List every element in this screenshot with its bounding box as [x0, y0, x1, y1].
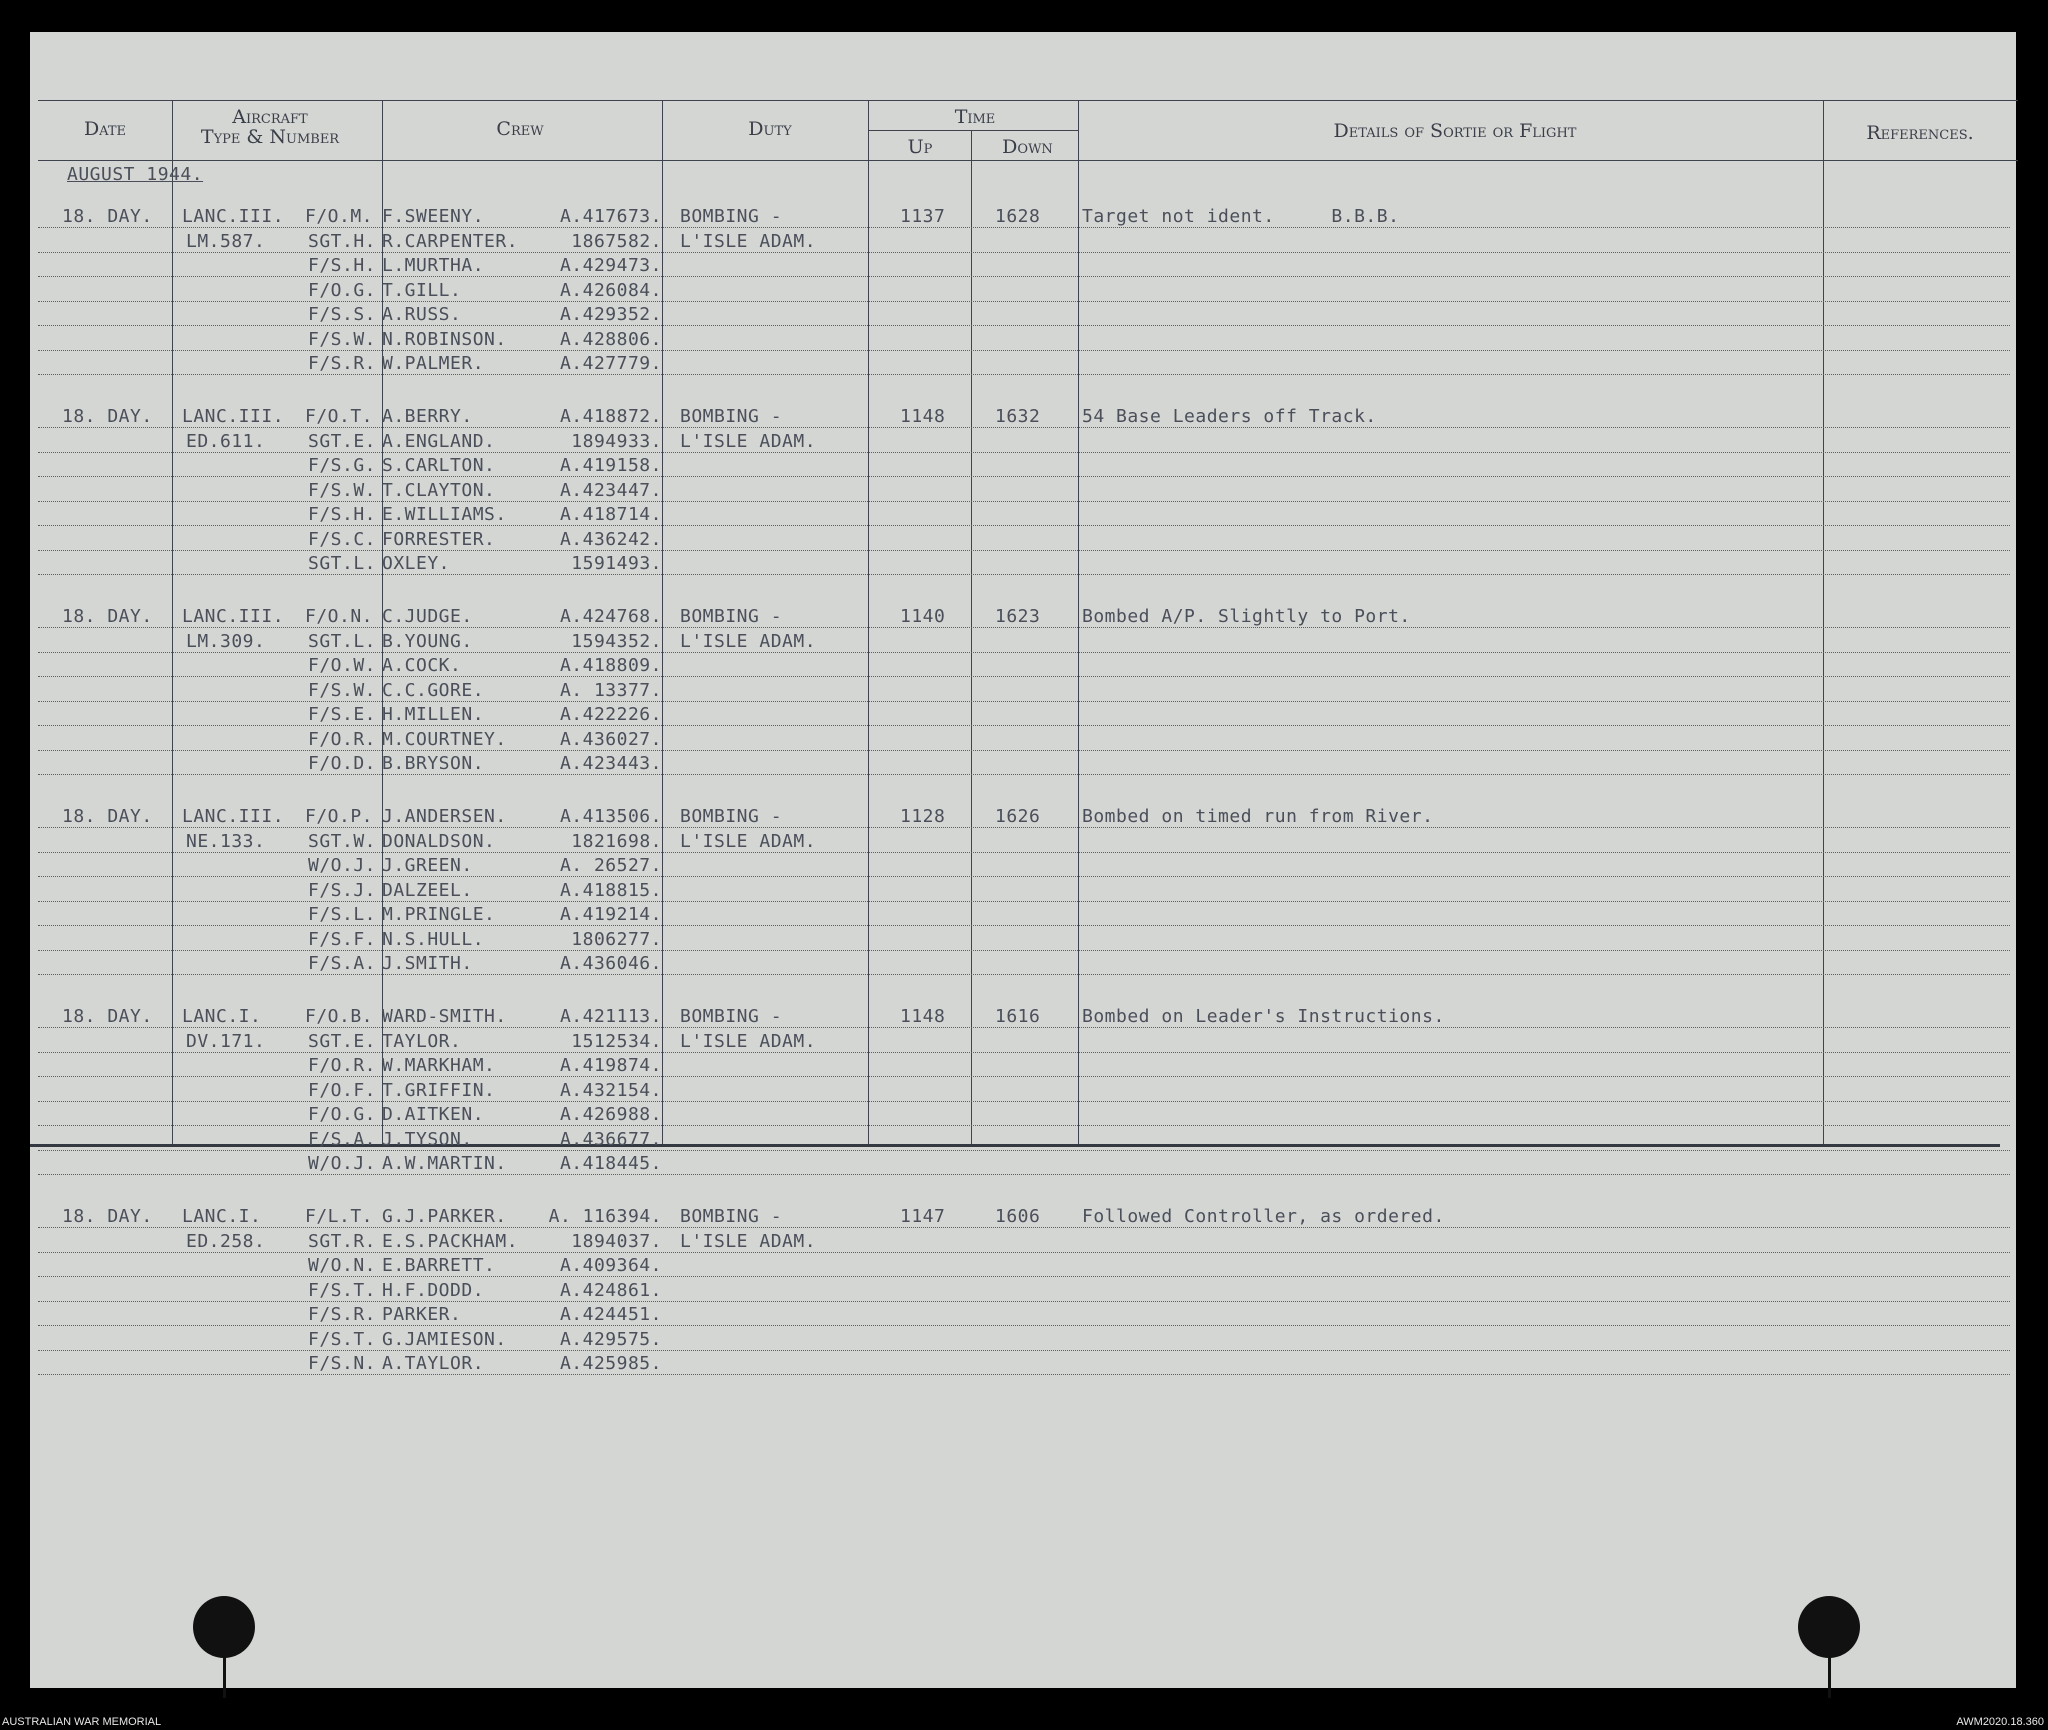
- crew-rank: F/O.F.: [308, 1079, 377, 1101]
- guide-line: [38, 1027, 2010, 1028]
- crew-rank: SGT.W.: [308, 830, 377, 852]
- crew-rank: F/S.C.: [308, 528, 377, 550]
- aircraft-type: LANC.III.: [182, 606, 285, 627]
- crew-rank: F/S.J.: [308, 879, 377, 901]
- aircraft-type: LANC.III.: [182, 406, 285, 427]
- crew-service-number: 1867582.: [571, 230, 662, 252]
- guide-line: [38, 1174, 2010, 1175]
- crew-name: G.JAMIESON.: [382, 1328, 507, 1350]
- crew-service-number: A.425985.: [559, 1353, 662, 1374]
- duty-line2: L'ISLE ADAM.: [680, 1230, 817, 1252]
- record-sheet: [30, 32, 2016, 1688]
- crew-service-number: A.424768.: [559, 606, 662, 627]
- crew-name: DONALDSON.: [382, 830, 496, 852]
- crew-rank: F/S.T.: [308, 1279, 377, 1301]
- crew-name: A.COCK.: [382, 655, 462, 676]
- crew-service-number: A.423443.: [559, 753, 662, 774]
- guide-line: [38, 525, 2010, 526]
- crew-name: T.GRIFFIN.: [382, 1079, 496, 1101]
- aircraft-number: DV.171.: [186, 1030, 266, 1052]
- header-duty: Duty: [748, 118, 792, 140]
- guide-line: [38, 1101, 2010, 1102]
- duty-line1: BOMBING -: [680, 406, 783, 427]
- guide-line: [38, 1125, 2010, 1126]
- crew-service-number: A.422226.: [559, 704, 662, 725]
- crew-name: TAYLOR.: [382, 1030, 462, 1052]
- crew-name: H.MILLEN.: [382, 704, 485, 725]
- guide-line: [38, 974, 2010, 975]
- crew-name: W.PALMER.: [382, 353, 485, 374]
- time-up: 1147: [900, 1206, 946, 1227]
- crew-service-number: A.421113.: [559, 1006, 662, 1027]
- crew-rank: F/S.T.: [308, 1328, 377, 1350]
- crew-service-number: 1594352.: [571, 630, 662, 652]
- header-details: Details of Sortie or Flight: [1333, 120, 1577, 142]
- month-label: AUGUST 1944.: [67, 164, 204, 185]
- crew-service-number: A.419214.: [559, 904, 662, 925]
- sortie-date: 18. DAY.: [62, 1206, 153, 1227]
- guide-line: [38, 774, 2010, 775]
- col-rule-duty: [868, 100, 869, 1144]
- crew-name: E.S.PACKHAM.: [382, 1230, 519, 1252]
- crew-rank: F/O.G.: [308, 1104, 377, 1125]
- crew-rank: F/O.B.: [305, 1006, 374, 1027]
- footer-accession: AWM2020.18.360: [1956, 1716, 2044, 1728]
- guide-line: [38, 876, 2010, 877]
- crew-rank: F/S.L.: [308, 904, 377, 925]
- crew-service-number: A.429352.: [559, 304, 662, 325]
- crew-name: G.J.PARKER.: [382, 1206, 507, 1227]
- crew-rank: F/S.E.: [308, 704, 377, 725]
- sortie-date: 18. DAY.: [62, 806, 153, 827]
- guide-line: [38, 676, 2010, 677]
- crew-name: T.GILL.: [382, 279, 462, 301]
- crew-service-number: A.436242.: [559, 528, 662, 550]
- time-split-rule: [868, 130, 1078, 131]
- guide-line: [38, 1301, 2010, 1302]
- crew-name: A.RUSS.: [382, 304, 462, 325]
- guide-line: [38, 1252, 2010, 1253]
- crew-name: C.C.GORE.: [382, 679, 485, 701]
- header-aircraft-line2: Type & Number: [200, 126, 340, 148]
- crew-name: L.MURTHA.: [382, 255, 485, 276]
- sortie-details: Target not ident. B.B.B.: [1082, 206, 1400, 227]
- duty-line2: L'ISLE ADAM.: [680, 630, 817, 652]
- crew-service-number: A.424861.: [559, 1279, 662, 1301]
- crew-rank: W/O.J.: [308, 855, 377, 876]
- sortie-details: Bombed on Leader's Instructions.: [1082, 1006, 1445, 1027]
- guide-line: [38, 750, 2010, 751]
- crew-service-number: A.429473.: [559, 255, 662, 276]
- duty-line2: L'ISLE ADAM.: [680, 230, 817, 252]
- guide-line: [38, 1150, 2010, 1151]
- header-time: Time: [954, 106, 996, 128]
- crew-rank: F/S.R.: [308, 353, 377, 374]
- crew-name: W.MARKHAM.: [382, 1055, 496, 1076]
- crew-name: E.WILLIAMS.: [382, 504, 507, 525]
- crew-name: H.F.DODD.: [382, 1279, 485, 1301]
- crew-service-number: A.418714.: [559, 504, 662, 525]
- time-down: 1606: [995, 1206, 1041, 1227]
- time-down: 1626: [995, 806, 1041, 827]
- footer-credit: AUSTRALIAN WAR MEMORIAL: [2, 1716, 162, 1728]
- crew-rank: SGT.L.: [308, 553, 377, 574]
- aircraft-type: LANC.I.: [182, 1006, 262, 1027]
- aircraft-number: LM.309.: [186, 630, 266, 652]
- crew-rank: F/O.P.: [305, 806, 374, 827]
- col-rule-date: [172, 100, 173, 1144]
- guide-line: [38, 350, 2010, 351]
- crew-name: D.AITKEN.: [382, 1104, 485, 1125]
- crew-rank: F/O.N.: [305, 606, 374, 627]
- time-up: 1140: [900, 606, 946, 627]
- crew-rank: F/O.T.: [305, 406, 374, 427]
- guide-line: [38, 252, 2010, 253]
- crew-service-number: A.418815.: [559, 879, 662, 901]
- crew-service-number: A.436046.: [559, 953, 662, 974]
- binder-hole-right-tail: [1828, 1628, 1831, 1698]
- crew-service-number: A.436027.: [559, 728, 662, 750]
- header-top-rule: [38, 100, 2018, 101]
- header-date: Date: [83, 118, 127, 140]
- header-time-down: Down: [1002, 136, 1053, 158]
- aircraft-number: ED.258.: [186, 1230, 266, 1252]
- duty-line1: BOMBING -: [680, 806, 783, 827]
- duty-line2: L'ISLE ADAM.: [680, 430, 817, 452]
- col-rule-details: [1823, 100, 1824, 1144]
- crew-name: A.ENGLAND.: [382, 430, 496, 452]
- guide-line: [38, 701, 2010, 702]
- time-up: 1128: [900, 806, 946, 827]
- crew-service-number: 1821698.: [571, 830, 662, 852]
- crew-name: T.CLAYTON.: [382, 479, 496, 501]
- sortie-details: Followed Controller, as ordered.: [1082, 1206, 1445, 1227]
- sortie-date: 18. DAY.: [62, 606, 153, 627]
- crew-rank: F/S.A.: [308, 1128, 377, 1150]
- aircraft-type: LANC.I.: [182, 1206, 262, 1227]
- aircraft-type: LANC.III.: [182, 806, 285, 827]
- crew-service-number: 1591493.: [571, 553, 662, 574]
- duty-line2: L'ISLE ADAM.: [680, 1030, 817, 1052]
- crew-service-number: A.409364.: [559, 1255, 662, 1276]
- crew-service-number: A.428806.: [559, 328, 662, 350]
- guide-line: [38, 427, 2010, 428]
- crew-rank: F/S.F.: [308, 928, 377, 950]
- guide-line: [38, 827, 2010, 828]
- duty-line1: BOMBING -: [680, 1206, 783, 1227]
- crew-rank: F/S.W.: [308, 479, 377, 501]
- time-up: 1137: [900, 206, 946, 227]
- crew-rank: F/O.D.: [308, 753, 377, 774]
- time-down: 1632: [995, 406, 1041, 427]
- crew-service-number: A.417673.: [559, 206, 662, 227]
- guide-line: [38, 501, 2010, 502]
- crew-service-number: A.418445.: [559, 1153, 662, 1174]
- crew-name: OXLEY.: [382, 553, 451, 574]
- sortie-date: 18. DAY.: [62, 206, 153, 227]
- header-bottom-rule: [38, 160, 2018, 161]
- header-time-up: Up: [907, 136, 933, 158]
- crew-name: A.BERRY.: [382, 406, 473, 427]
- guide-line: [38, 852, 2010, 853]
- crew-rank: SGT.L.: [308, 630, 377, 652]
- guide-line: [38, 627, 2010, 628]
- time-down: 1623: [995, 606, 1041, 627]
- crew-rank: F/O.G.: [308, 279, 377, 301]
- crew-name: J.GREEN.: [382, 855, 473, 876]
- crew-name: F.SWEENY.: [382, 206, 485, 227]
- crew-name: B.BRYSON.: [382, 753, 485, 774]
- duty-line2: L'ISLE ADAM.: [680, 830, 817, 852]
- aircraft-number: NE.133.: [186, 830, 266, 852]
- time-up: 1148: [900, 1006, 946, 1027]
- header-references: References.: [1866, 122, 1974, 144]
- time-down: 1616: [995, 1006, 1041, 1027]
- crew-name: N.ROBINSON.: [382, 328, 507, 350]
- time-down: 1628: [995, 206, 1041, 227]
- guide-line: [38, 950, 2010, 951]
- crew-service-number: A. 26527.: [559, 855, 662, 876]
- guide-line: [38, 1227, 2010, 1228]
- guide-line: [38, 1374, 2010, 1375]
- guide-line: [38, 1325, 2010, 1326]
- crew-name: J.SMITH.: [382, 953, 473, 974]
- sortie-details: 54 Base Leaders off Track.: [1082, 406, 1377, 427]
- crew-name: A.TAYLOR.: [382, 1353, 485, 1374]
- guide-line: [38, 901, 2010, 902]
- crew-rank: SGT.R.: [308, 1230, 377, 1252]
- crew-name: J.ANDERSEN.: [382, 806, 507, 827]
- crew-rank: SGT.H.: [308, 230, 377, 252]
- crew-rank: W/O.N.: [308, 1255, 377, 1276]
- guide-line: [38, 574, 2010, 575]
- crew-service-number: A.419874.: [559, 1055, 662, 1076]
- guide-line: [38, 925, 2010, 926]
- sortie-details: Bombed A/P. Slightly to Port.: [1082, 606, 1411, 627]
- crew-name: WARD-SMITH.: [382, 1006, 507, 1027]
- crew-service-number: A.436677.: [559, 1128, 662, 1150]
- crew-name: N.S.HULL.: [382, 928, 485, 950]
- crew-name: J.TYSON.: [382, 1128, 473, 1150]
- crew-service-number: 1894933.: [571, 430, 662, 452]
- crew-service-number: A. 116394.: [548, 1206, 662, 1227]
- guide-line: [38, 725, 2010, 726]
- crew-name: A.W.MARTIN.: [382, 1153, 507, 1174]
- crew-rank: F/S.H.: [308, 255, 377, 276]
- crew-rank: SGT.E.: [308, 430, 377, 452]
- crew-rank: F/S.S.: [308, 304, 377, 325]
- crew-rank: F/S.H.: [308, 504, 377, 525]
- duty-line1: BOMBING -: [680, 1006, 783, 1027]
- aircraft-type: LANC.III.: [182, 206, 285, 227]
- time-up: 1148: [900, 406, 946, 427]
- crew-service-number: A.419158.: [559, 455, 662, 476]
- crew-service-number: A.429575.: [559, 1328, 662, 1350]
- header-crew: Crew: [496, 118, 544, 140]
- crew-rank: F/O.R.: [308, 1055, 377, 1076]
- crew-service-number: 1894037.: [571, 1230, 662, 1252]
- col-rule-down: [1078, 100, 1079, 1144]
- crew-name: DALZEEL.: [382, 879, 473, 901]
- crew-rank: F/S.A.: [308, 953, 377, 974]
- crew-rank: F/O.W.: [308, 655, 377, 676]
- crew-service-number: A.424451.: [559, 1304, 662, 1325]
- crew-service-number: A.418872.: [559, 406, 662, 427]
- guide-line: [38, 476, 2010, 477]
- sortie-date: 18. DAY.: [62, 1006, 153, 1027]
- col-rule-up: [971, 130, 972, 1144]
- guide-line: [38, 276, 2010, 277]
- header-aircraft-line1: Aircraft: [232, 106, 308, 128]
- crew-rank: F/S.W.: [308, 328, 377, 350]
- crew-service-number: A.413506.: [559, 806, 662, 827]
- crew-rank: F/O.R.: [308, 728, 377, 750]
- guide-line: [38, 325, 2010, 326]
- guide-line: [38, 1076, 2010, 1077]
- crew-service-number: A. 13377.: [559, 679, 662, 701]
- crew-rank: SGT.E.: [308, 1030, 377, 1052]
- crew-name: B.YOUNG.: [382, 630, 473, 652]
- crew-rank: F/O.M.: [305, 206, 374, 227]
- guide-line: [38, 227, 2010, 228]
- guide-line: [38, 452, 2010, 453]
- duty-line1: BOMBING -: [680, 606, 783, 627]
- crew-name: E.BARRETT.: [382, 1255, 496, 1276]
- aircraft-number: LM.587.: [186, 230, 266, 252]
- crew-name: M.COURTNEY.: [382, 728, 507, 750]
- guide-line: [38, 374, 2010, 375]
- guide-line: [38, 301, 2010, 302]
- crew-name: PARKER.: [382, 1304, 462, 1325]
- crew-service-number: A.432154.: [559, 1079, 662, 1101]
- binder-hole-left-tail: [223, 1628, 226, 1698]
- crew-service-number: A.423447.: [559, 479, 662, 501]
- crew-rank: F/S.W.: [308, 679, 377, 701]
- crew-name: C.JUDGE.: [382, 606, 473, 627]
- guide-line: [38, 1276, 2010, 1277]
- guide-line: [38, 1052, 2010, 1053]
- crew-service-number: A.426084.: [559, 279, 662, 301]
- aircraft-number: ED.611.: [186, 430, 266, 452]
- crew-name: R.CARPENTER.: [382, 230, 519, 252]
- crew-rank: W/O.J.: [308, 1153, 377, 1174]
- sortie-details: Bombed on timed run from River.: [1082, 806, 1434, 827]
- guide-line: [38, 652, 2010, 653]
- sortie-date: 18. DAY.: [62, 406, 153, 427]
- crew-service-number: A.418809.: [559, 655, 662, 676]
- guide-line: [38, 1350, 2010, 1351]
- crew-name: M.PRINGLE.: [382, 904, 496, 925]
- crew-rank: F/S.N.: [308, 1353, 377, 1374]
- crew-name: FORRESTER.: [382, 528, 496, 550]
- guide-line: [38, 550, 2010, 551]
- crew-service-number: 1512534.: [571, 1030, 662, 1052]
- crew-service-number: 1806277.: [571, 928, 662, 950]
- col-rule-crew: [662, 100, 663, 1144]
- duty-line1: BOMBING -: [680, 206, 783, 227]
- crew-rank: F/S.R.: [308, 1304, 377, 1325]
- crew-service-number: A.426988.: [559, 1104, 662, 1125]
- crew-service-number: A.427779.: [559, 353, 662, 374]
- crew-name: S.CARLTON.: [382, 455, 496, 476]
- crew-rank: F/L.T.: [305, 1206, 374, 1227]
- crew-rank: F/S.G.: [308, 455, 377, 476]
